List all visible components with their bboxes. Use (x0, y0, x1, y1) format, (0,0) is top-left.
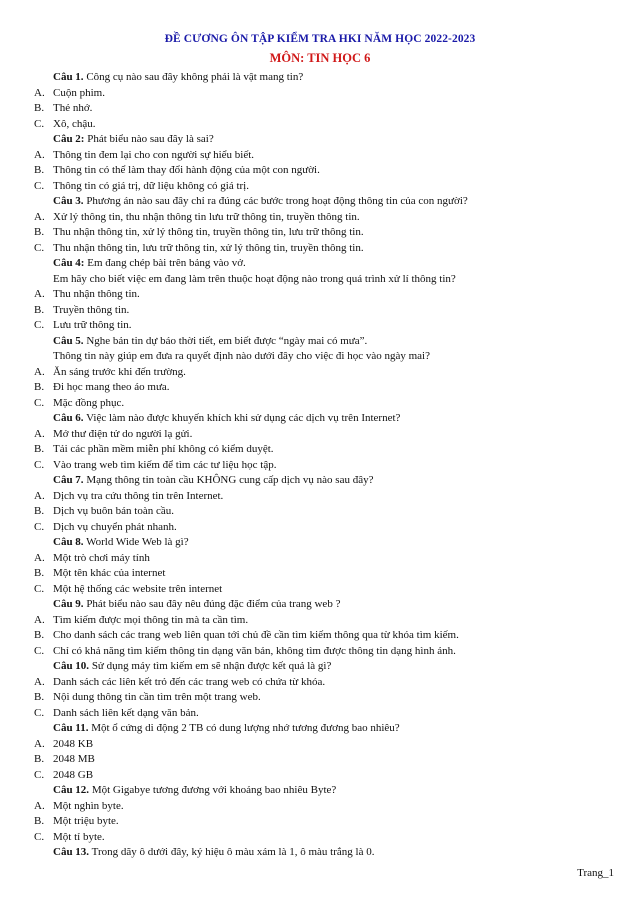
option-letter: B. (34, 226, 45, 238)
option-text: Dịch vụ buôn bán toàn cầu. (53, 505, 174, 517)
question-text: Sử dụng máy tìm kiếm em sẽ nhận được kết quả là gì? (89, 660, 332, 672)
answer-option (34, 520, 634, 536)
answer-option (34, 210, 634, 226)
answer-option (34, 101, 634, 117)
option-letter: A. (34, 489, 45, 502)
option-letter: B. (34, 102, 45, 114)
answer-option (34, 799, 634, 815)
option-text: 2048 KB (53, 737, 94, 750)
option-letter: A. (34, 210, 45, 223)
option-letter: A. (34, 365, 45, 378)
option-text: Cho danh sách các trang web liên quan tới chủ đề cần tìm kiếm thông qua từ khóa tìm kiếm. (53, 629, 459, 641)
question-text: Phương án nào sau đây chỉ ra đúng các bước trong hoạt động thông tin của con người? (83, 195, 468, 207)
answer-option (34, 566, 634, 582)
option-letter: C. (34, 644, 45, 657)
option-letter: C. (34, 241, 45, 254)
option-letter: A. (34, 86, 45, 99)
question-number: Câu 13. (53, 846, 90, 858)
option-text: Thông tin có giá trị, dữ liệu không có giá trị. (53, 179, 249, 192)
question-number: Câu 6. (53, 412, 84, 424)
answer-option (34, 241, 634, 257)
question-stem (34, 473, 634, 489)
option-letter: B. (34, 443, 45, 455)
option-text: Xử lý thông tin, thu nhận thông tin lưu trữ thông tin, truyền thông tin. (53, 210, 360, 223)
answer-option (34, 582, 634, 598)
question-continuation: Thông tin này giúp em đưa ra quyết định nào dưới đây cho việc đi học vào ngày mai? (53, 350, 430, 362)
answer-option (34, 644, 634, 660)
question-number: Câu 7. (53, 474, 84, 486)
option-text: Vào trang web tìm kiếm để tìm các tư liệu học tập. (53, 458, 277, 471)
answer-option (34, 690, 634, 706)
option-text: Thông tin có thể làm thay đổi hành động của một con người. (53, 164, 320, 176)
option-text: Một tên khác của internet (53, 567, 166, 579)
option-letter: A. (34, 613, 45, 626)
question-stem (34, 334, 634, 350)
question-stem (34, 659, 634, 675)
option-text: Một trò chơi máy tính (53, 551, 150, 564)
question-number: Câu 4: (53, 257, 85, 269)
question-list (34, 70, 634, 861)
option-letter: A. (34, 427, 45, 440)
question-stem (34, 132, 634, 148)
answer-option (34, 179, 634, 195)
option-letter: C. (34, 706, 45, 719)
question-text: Mạng thông tin toàn cầu KHÔNG cung cấp dịch vụ nào sau đây? (83, 474, 374, 486)
answer-option (34, 675, 634, 691)
option-text: Danh sách liên kết dạng văn bản. (53, 706, 199, 719)
option-text: Dịch vụ tra cứu thông tin trên Internet. (53, 489, 224, 502)
question-number: Câu 1. (53, 71, 84, 83)
option-letter: C. (34, 396, 45, 409)
answer-option (34, 318, 634, 334)
option-text: Một triệu byte. (53, 815, 119, 827)
option-text: Xô, chậu. (53, 117, 96, 130)
question-text: Trong dãy ô dưới đây, ký hiệu ô màu xám là 1, ô màu trắng là 0. (89, 846, 375, 858)
option-text: Chỉ có khả năng tìm kiếm thông tin dạng văn bản, không tìm được thông tin dạng hình ảnh. (53, 644, 456, 657)
option-letter: A. (34, 551, 45, 564)
answer-option (34, 489, 634, 505)
option-letter: B. (34, 753, 45, 765)
option-text: Nội dung thông tin cần tìm trên một trang web. (53, 691, 261, 703)
option-letter: A. (34, 288, 45, 300)
page-number: Trang_1 (577, 867, 614, 879)
option-text: Một tỉ byte. (53, 830, 105, 843)
option-letter: B. (34, 381, 45, 393)
option-letter: C. (34, 582, 45, 595)
question-number: Câu 9. (53, 598, 84, 610)
question-stem (34, 411, 634, 427)
subject-title: MÔN: TIN HỌC 6 (269, 51, 371, 65)
question-stem (34, 845, 634, 861)
answer-option (34, 458, 634, 474)
option-text: Danh sách các liên kết trỏ đến các trang web có chứa từ khóa. (53, 675, 326, 688)
answer-option (34, 427, 634, 443)
option-letter: B. (34, 815, 45, 827)
option-letter: B. (34, 505, 45, 517)
option-letter: B. (34, 691, 45, 703)
option-letter: C. (34, 830, 45, 843)
question-number: Câu 11. (53, 722, 89, 734)
option-text: Đi học mang theo áo mưa. (53, 381, 170, 393)
question-stem (34, 256, 634, 272)
question-text: Phát biểu nào sau đây là sai? (84, 133, 214, 145)
answer-option (34, 752, 634, 768)
question-text: Công cụ nào sau đây không phải là vật mang tin? (83, 71, 304, 83)
option-text: Mặc đồng phục. (53, 396, 125, 409)
option-text: Một hệ thống các website trên internet (53, 582, 223, 595)
question-stem (34, 597, 634, 613)
option-letter: A. (34, 148, 45, 161)
option-letter: C. (34, 458, 45, 471)
answer-option (34, 442, 634, 458)
answer-option (34, 163, 634, 179)
option-text: Thu nhận thông tin, lưu trữ thông tin, xử lý thông tin, truyền thông tin. (53, 241, 364, 254)
answer-option (34, 287, 634, 303)
option-text: Thu nhận thông tin, xử lý thông tin, truyền thông tin, lưu trữ thông tin. (53, 226, 364, 238)
question-number: Câu 8. (53, 536, 84, 548)
question-number: Câu 12. (53, 784, 90, 796)
answer-option (34, 365, 634, 381)
question-text: Phát biểu nào sau đây nêu đúng đặc điểm của trang web ? (83, 598, 341, 610)
question-text: World Wide Web là gì? (83, 536, 189, 548)
option-letter: A. (34, 675, 45, 688)
question-text: Một Gigabye tương đương với khoảng bao nhiêu Byte? (89, 784, 337, 796)
question-stem (34, 535, 634, 551)
option-letter: A. (34, 799, 45, 812)
document-title: ĐỀ CƯƠNG ÔN TẬP KIỂM TRA HKI NĂM HỌC 2022-2023 (164, 33, 476, 45)
option-text: 2048 MB (53, 753, 95, 765)
question-number: Câu 5. (53, 334, 84, 347)
option-letter: C. (34, 179, 45, 192)
answer-option (34, 86, 634, 102)
option-text: Truyền thông tin. (53, 303, 130, 316)
option-letter: B. (34, 567, 45, 579)
answer-option (34, 396, 634, 412)
option-text: Tìm kiếm được mọi thông tin mà ta cần tìm. (53, 613, 249, 626)
option-text: 2048 GB (53, 768, 94, 781)
answer-option (34, 737, 634, 753)
option-text: Lưu trữ thông tin. (53, 319, 132, 331)
option-letter: C. (34, 520, 45, 533)
answer-option (34, 551, 634, 567)
option-text: Tải các phần mềm miễn phí không có kiểm duyệt. (53, 443, 274, 455)
question-text: Việc làm nào được khuyến khích khi sử dụng các dịch vụ trên Internet? (83, 412, 401, 424)
option-text: Thu nhận thông tin. (53, 288, 140, 300)
question-stem (34, 194, 634, 210)
option-text: Thẻ nhớ. (53, 102, 93, 114)
answer-option (34, 628, 634, 644)
answer-option (34, 225, 634, 241)
answer-option (34, 768, 634, 784)
answer-option (34, 613, 634, 629)
option-letter: B. (34, 303, 45, 316)
question-text: Một ổ cứng di động 2 TB có dung lượng nhớ tương đương bao nhiêu? (88, 722, 400, 734)
option-letter: A. (34, 737, 45, 750)
answer-option (34, 830, 634, 846)
option-text: Cuộn phim. (53, 86, 105, 99)
answer-option (34, 706, 634, 722)
option-letter: C. (34, 117, 45, 130)
option-text: Một nghìn byte. (53, 799, 124, 812)
question-stem (34, 783, 634, 799)
option-letter: B. (34, 629, 45, 641)
answer-option (34, 814, 634, 830)
answer-option (34, 117, 634, 133)
option-text: Ăn sáng trước khi đến trường. (53, 365, 186, 378)
question-stem (34, 721, 634, 737)
answer-option (34, 303, 634, 319)
question-number: Câu 3. (53, 195, 84, 207)
question-number: Câu 10. (53, 660, 90, 672)
question-number: Câu 2: (53, 133, 85, 145)
question-stem (34, 70, 634, 86)
option-letter: C. (34, 319, 45, 331)
question-text: Nghe bản tin dự báo thời tiết, em biết được “ngày mai có mưa”. (83, 334, 368, 347)
option-letter: B. (34, 164, 45, 176)
answer-option (34, 380, 634, 396)
option-text: Mở thư điện tử do người lạ gửi. (53, 427, 193, 440)
option-letter: C. (34, 768, 45, 781)
question-text: Em đang chép bài trên bảng vào vở. (84, 257, 246, 269)
option-text: Thông tin đem lại cho con người sự hiểu biết. (53, 148, 255, 161)
question-continuation: Em hãy cho biết việc em đang làm trên thuộc hoạt động nào trong quá trình xử lí thông tin? (53, 272, 456, 285)
option-text: Dịch vụ chuyển phát nhanh. (53, 520, 177, 533)
answer-option (34, 504, 634, 520)
answer-option (34, 148, 634, 164)
